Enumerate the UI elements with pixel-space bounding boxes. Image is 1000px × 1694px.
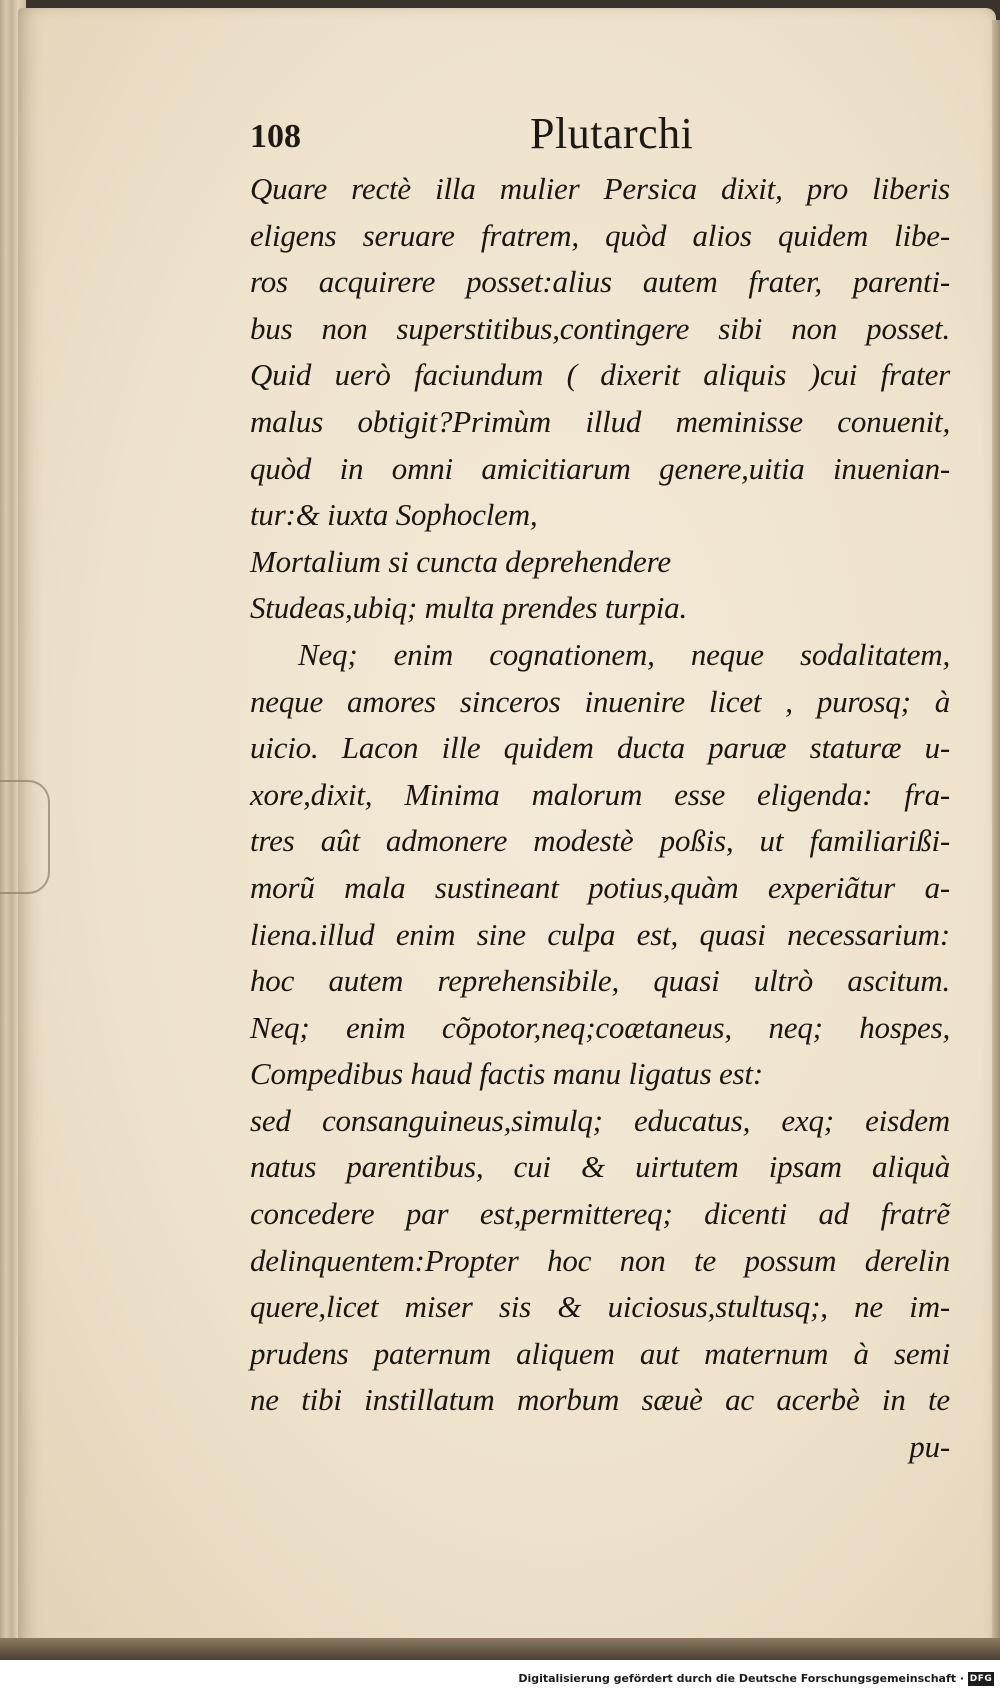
text-line: bus non superstitibus,contingere sibi non posset. (250, 310, 950, 346)
page-clip-mark (0, 780, 50, 894)
book-page (18, 8, 996, 1660)
text-line: malus obtigit?Primùm illud meminisse conuenit, (250, 403, 950, 439)
text-line: uicio. Lacon ille quidem ducta paruæ staturæ u- (250, 730, 950, 766)
funding-credit: Digitalisierung gefördert durch die Deutsche Forschungsgemeinschaft · (518, 1672, 964, 1685)
text-line: natus parentibus, cui & uirtutem ipsam aliquà (250, 1149, 950, 1185)
page-header (250, 108, 950, 164)
text-line: xore,dixit, Minima malorum esse eligenda: fra- (250, 776, 950, 812)
verse-line: Mortalium si cuncta deprehendere (250, 543, 671, 579)
text-line: Quid uerò faciundum ( dixerit aliquis )cui frater (250, 357, 950, 393)
text-line: quere,licet miser sis & uiciosus,stultusq;, ne im- (250, 1289, 950, 1325)
paragraph-start-line: Neq; enim cognationem, neque sodalitatem, (298, 636, 950, 672)
text-line: hoc autem reprehensibile, quasi ultrò ascitum. (250, 963, 950, 999)
text-line: neque amores sinceros inuenire licet , purosq; à (250, 683, 950, 719)
running-head: Plutarchi (530, 109, 694, 158)
text-line: concedere par est,permittereq; dicenti ad fratrẽ (250, 1196, 950, 1232)
text-line: tres aût admonere modestè poßis, ut familiarißi- (250, 823, 950, 859)
text-line: Quare rectè illa mulier Persica dixit, pro liberis (250, 171, 950, 206)
text-line: ros acquirere posset:alius autem frater, parenti- (250, 264, 950, 300)
dfg-logo-icon: DFG (969, 1674, 993, 1684)
text-line: Neq; enim cõpotor,neq;coætaneus, neq; hospes, (250, 1009, 950, 1045)
catchword: pu- (909, 1429, 950, 1465)
text-line: prudens paternum aliquem aut maternum à semi (250, 1335, 950, 1371)
body-text (250, 166, 950, 1471)
text-line: liena.illud enim sine culpa est, quasi necessarium: (250, 916, 950, 952)
text-line: delinquentem:Propter hoc non te possum derelin (250, 1242, 950, 1278)
text-line: morũ mala sustineant potius,quàm experiãtur a- (250, 869, 950, 905)
text-line: quòd in omni amicitiarum genere,uitia inuenian- (250, 450, 950, 486)
verse-line: Compedibus haud factis manu ligatus est: (250, 1056, 763, 1092)
text-line: ne tibi instillatum morbum sæuè ac acerbè in te (250, 1382, 950, 1418)
footer-bar (0, 1660, 1000, 1694)
text-line: sed consanguineus,simulq; educatus, exq; eisdem (250, 1102, 950, 1138)
page-number: 108 (250, 118, 301, 155)
text-line: eligens seruare fratrem, quòd alios quidem libe- (250, 217, 950, 253)
page-edge (992, 20, 1000, 1660)
text-line: tur:& iuxta Sophoclem, (250, 497, 538, 533)
book-bottom-edge (0, 1638, 1000, 1660)
verse-line: Studeas,ubiq; multa prendes turpia. (250, 590, 688, 626)
